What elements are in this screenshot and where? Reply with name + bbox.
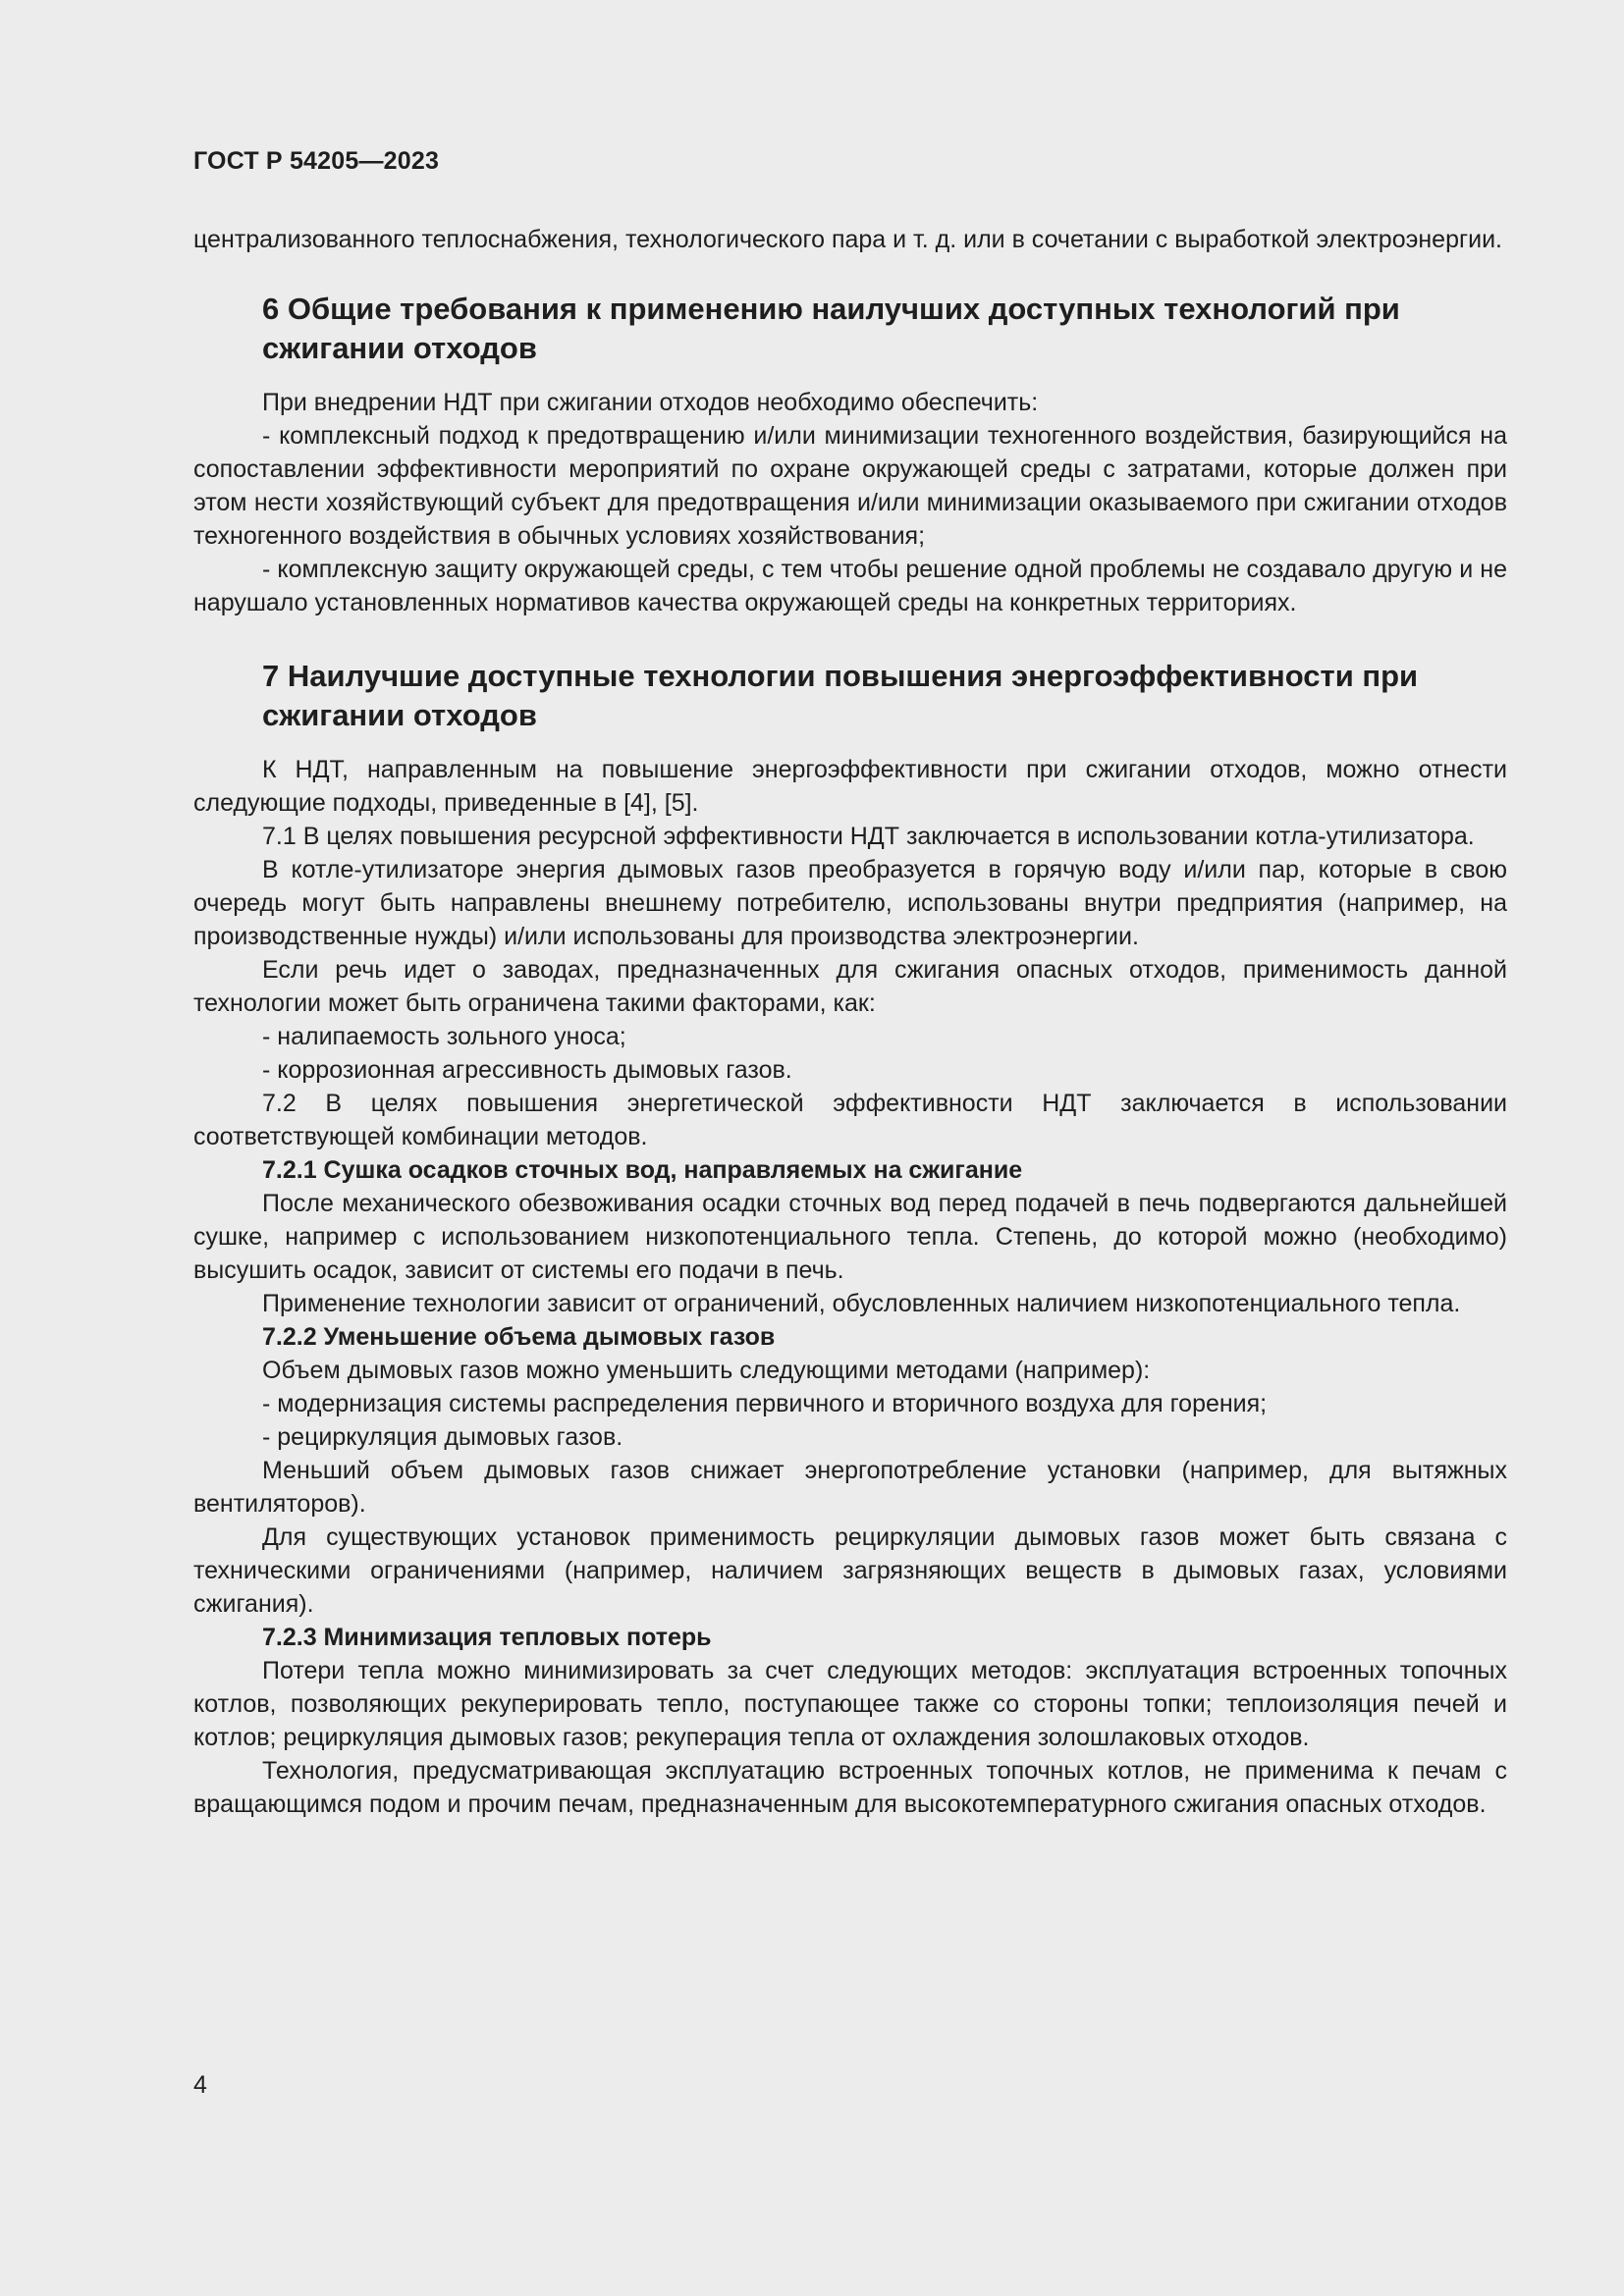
- clause-7-2-2-paragraph-2: Меньший объем дымовых газов снижает энергопотребление установки (например, для вытяжных вентиляторов).: [193, 1457, 1507, 1518]
- clause-7-2-2-paragraph-1: Объем дымовых газов можно уменьшить следующими методами (например):: [262, 1357, 1151, 1384]
- page-number: 4: [193, 2071, 207, 2099]
- clause-7-2-3-heading: 7.2.3 Минимизация тепловых потерь: [262, 1624, 712, 1651]
- clause-7-1-list-item-2: - коррозионная агрессивность дымовых газов.: [262, 1056, 792, 1084]
- clause-7-2-1-paragraph-2: Применение технологии зависит от ограничений, обусловленных наличием низкопотенциального тепла.: [262, 1290, 1461, 1317]
- section-6-list-item-2: - комплексную защиту окружающей среды, с тем чтобы решение одной проблемы не создавало другую и не нарушало установленных нормативов качества окружающей среды на конкретных территориях.: [193, 556, 1507, 616]
- clause-7-2-2-list-item-1: - модернизация системы распределения первичного и вторичного воздуха для горения;: [262, 1390, 1268, 1417]
- clause-7-2-3-paragraph-2: Технология, предусматривающая эксплуатацию встроенных топочных котлов, не применима к печам с вращающимся подом и прочим печам, предназначенным для высокотемпературного сжигания опасных отходов.: [193, 1757, 1507, 1818]
- section-7-heading: 7 Наилучшие доступные технологии повышения энергоэффективности при сжигании отходов: [262, 659, 1419, 732]
- clause-7-1-list-item-1: - налипаемость зольного уноса;: [262, 1023, 626, 1050]
- section-6-heading: 6 Общие требования к применению наилучших доступных технологий при сжигании отходов: [262, 292, 1400, 365]
- document-code-header: ГОСТ Р 54205—2023: [193, 147, 440, 175]
- clause-7-2-1-paragraph-1: После механического обезвоживания осадки сточных вод перед подачей в печь подвергаются дальнейшей сушке, например с использованием низкопотенциального тепла. Степень, до которой можно (необходимо) высушить осадок, зависит от системы его подачи в печь.: [193, 1190, 1507, 1284]
- clause-7-2-1-heading: 7.2.1 Сушка осадков сточных вод, направляемых на сжигание: [262, 1156, 1023, 1184]
- section-6-list-item-1: - комплексный подход к предотвращению и/или минимизации техногенного воздействия, базирующийся на сопоставлении эффективности мероприятий по охране окружающей среды с затратами, которые должен при этом нести хозяйствующий субъект для предотвращения и/или минимизации оказываемого при сжигании отходов техногенного воздействия в обычных условиях хозяйствования;: [193, 422, 1507, 550]
- clause-7-2: 7.2 В целях повышения энергетической эффективности НДТ заключается в использовании соответствующей комбинации методов.: [193, 1090, 1507, 1150]
- clause-7-2-3-paragraph-1: Потери тепла можно минимизировать за счет следующих методов: эксплуатация встроенных топочных котлов, позволяющих рекуперировать тепло, поступающее также со стороны топки; теплоизоляция печей и котлов; рециркуляция дымовых газов; рекуперация тепла от охлаждения золошлаковых отходов.: [193, 1657, 1507, 1751]
- clause-7-1-paragraph-1: В котле-утилизаторе энергия дымовых газов преобразуется в горячую воду и/или пар, которые в свою очередь могут быть направлены внешнему потребителю, использованы внутри предприятия (например, на производственные нужды) и/или использованы для производства электроэнергии.: [193, 856, 1507, 950]
- clause-7-2-2-list-item-2: - рециркуляция дымовых газов.: [262, 1423, 623, 1451]
- document-body: [193, 223, 1507, 1821]
- section-7-paragraph-1: К НДТ, направленным на повышение энергоэффективности при сжигании отходов, можно отнести следующие подходы, приведенные в [4], [5].: [193, 756, 1507, 817]
- section-6-paragraph-1: При внедрении НДТ при сжигании отходов необходимо обеспечить:: [262, 389, 1039, 416]
- clause-7-1: 7.1 В целях повышения ресурсной эффективности НДТ заключается в использовании котла-утилизатора.: [262, 823, 1475, 850]
- paragraph-intro: централизованного теплоснабжения, технологического пара и т. д. или в сочетании с выработкой электроэнергии.: [193, 226, 1502, 253]
- clause-7-1-paragraph-2: Если речь идет о заводах, предназначенных для сжигания опасных отходов, применимость данной технологии может быть ограничена такими факторами, как:: [193, 956, 1507, 1017]
- clause-7-2-2-heading: 7.2.2 Уменьшение объема дымовых газов: [262, 1323, 776, 1351]
- clause-7-2-2-paragraph-3: Для существующих установок применимость рециркуляции дымовых газов может быть связана с техническими ограничениями (например, наличием загрязняющих веществ в дымовых газах, условиями сжигания).: [193, 1523, 1507, 1618]
